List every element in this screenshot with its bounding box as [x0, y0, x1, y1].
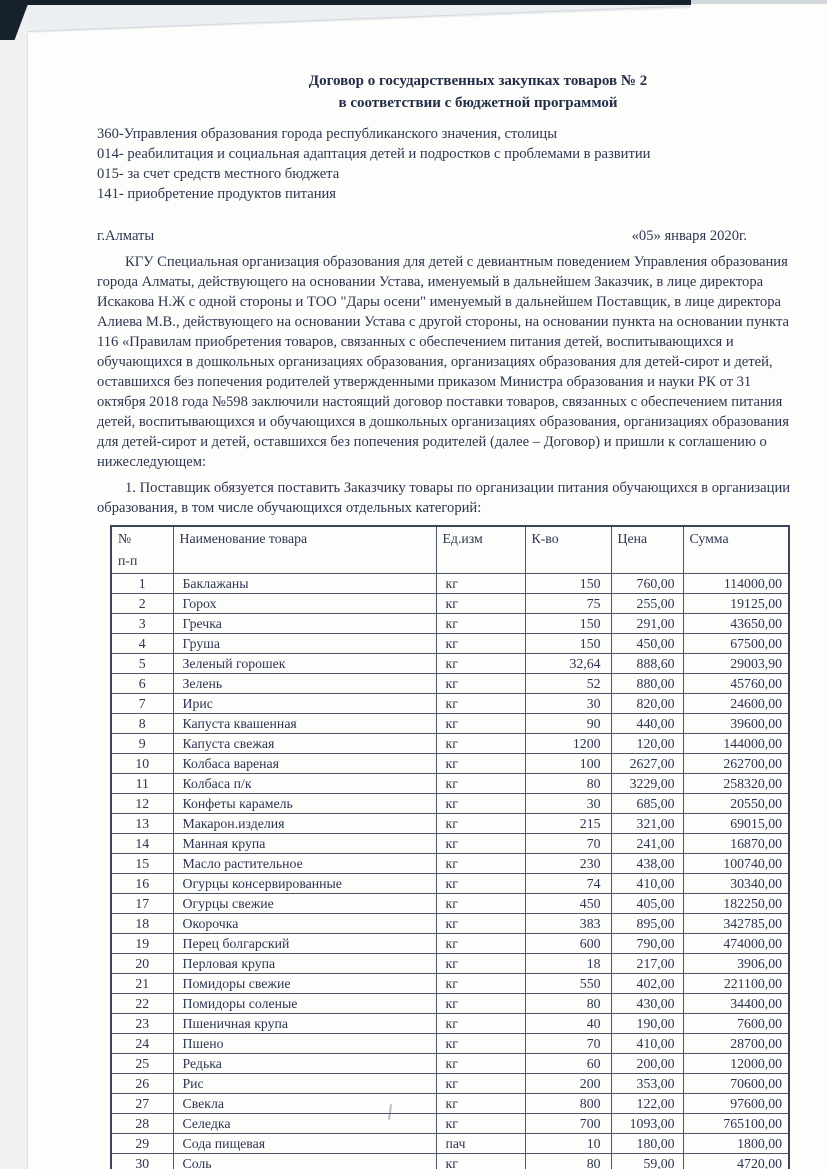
sum-cell: 43650,00 — [683, 614, 789, 634]
row-number-cell: 2 — [111, 594, 173, 614]
item-name-cell: Конфеты карамель — [173, 794, 436, 814]
sum-cell: 114000,00 — [683, 574, 789, 594]
sum-cell: 4720,00 — [683, 1154, 789, 1169]
item-name-cell: Груша — [173, 634, 436, 654]
row-number-cell: 5 — [111, 654, 173, 674]
table-row — [111, 754, 789, 774]
item-name-cell: Пшеничная крупа — [173, 1014, 436, 1034]
item-name-cell: Горох — [173, 594, 436, 614]
item-name-cell: Манная крупа — [173, 834, 436, 854]
unit-cell: кг — [436, 934, 525, 954]
unit-cell: кг — [436, 974, 525, 994]
scan-top-black-bar — [0, 0, 691, 5]
quantity-cell: 150 — [525, 574, 611, 594]
sum-cell: 262700,00 — [683, 754, 789, 774]
table-row — [111, 994, 789, 1014]
item-name-cell: Помидоры свежие — [173, 974, 436, 994]
header-row — [111, 526, 789, 574]
sum-cell: 97600,00 — [683, 1094, 789, 1114]
price-cell: 200,00 — [611, 1054, 683, 1074]
sum-cell: 20550,00 — [683, 794, 789, 814]
table-row — [111, 934, 789, 954]
price-cell: 122,00 — [611, 1094, 683, 1114]
row-number-cell: 15 — [111, 854, 173, 874]
quantity-cell: 215 — [525, 814, 611, 834]
quantity-cell: 74 — [525, 874, 611, 894]
row-number-cell: 18 — [111, 914, 173, 934]
city-date-row — [97, 226, 803, 246]
quantity-cell: 383 — [525, 914, 611, 934]
unit-cell: кг — [436, 1154, 525, 1169]
unit-cell: кг — [436, 994, 525, 1014]
quantity-cell: 70 — [525, 834, 611, 854]
item-name-cell: Сода пищевая — [173, 1134, 436, 1154]
item-name-cell: Свекла — [173, 1094, 436, 1114]
budget-program-list — [97, 124, 803, 204]
table-row — [111, 1014, 789, 1034]
row-number-cell: 28 — [111, 1114, 173, 1134]
item-name-cell: Окорочка — [173, 914, 436, 934]
price-cell: 450,00 — [611, 634, 683, 654]
item-name-cell: Помидоры соленые — [173, 994, 436, 1014]
program-line-141: 141- приобретение продуктов питания — [97, 186, 337, 202]
col-header-sum: Сумма — [683, 526, 789, 574]
unit-cell: кг — [436, 754, 525, 774]
unit-cell: кг — [436, 854, 525, 874]
unit-cell: кг — [436, 1094, 525, 1114]
unit-cell: кг — [436, 1034, 525, 1054]
sum-cell: 1800,00 — [683, 1134, 789, 1154]
clause-1: 1. Поставщик обязуется поставить Заказчику товары по организации питания обучающихся в организации образования, в том числе обучающихся отдельных категорий: — [97, 480, 791, 516]
col-header-qty: К-во — [525, 526, 611, 574]
sum-cell: 144000,00 — [683, 734, 789, 754]
price-cell: 3229,00 — [611, 774, 683, 794]
sum-cell: 28700,00 — [683, 1034, 789, 1054]
unit-cell: кг — [436, 614, 525, 634]
table-row — [111, 654, 789, 674]
row-number-cell: 3 — [111, 614, 173, 634]
col-header-price: Цена — [611, 526, 683, 574]
unit-cell: кг — [436, 794, 525, 814]
document-title: Договор о государственных закупках товаров № 2 — [308, 73, 648, 89]
sum-cell: 100740,00 — [683, 854, 789, 874]
sum-cell: 45760,00 — [683, 674, 789, 694]
table-row — [111, 674, 789, 694]
item-name-cell: Масло растительное — [173, 854, 436, 874]
price-cell: 291,00 — [611, 614, 683, 634]
row-number-cell: 19 — [111, 934, 173, 954]
row-number-cell: 6 — [111, 674, 173, 694]
sum-cell: 30340,00 — [683, 874, 789, 894]
quantity-cell: 40 — [525, 1014, 611, 1034]
price-cell: 888,60 — [611, 654, 683, 674]
item-name-cell: Колбаса вареная — [173, 754, 436, 774]
unit-cell: кг — [436, 654, 525, 674]
price-cell: 353,00 — [611, 1074, 683, 1094]
item-name-cell: Перловая крупа — [173, 954, 436, 974]
row-number-cell: 23 — [111, 1014, 173, 1034]
table-row — [111, 1134, 789, 1154]
item-name-cell: Огурцы консервированные — [173, 874, 436, 894]
price-cell: 410,00 — [611, 1034, 683, 1054]
price-cell: 820,00 — [611, 694, 683, 714]
unit-cell: кг — [436, 1114, 525, 1134]
document-subtitle: в соответствии с бюджетной программой — [338, 95, 618, 111]
table-row — [111, 1054, 789, 1074]
quantity-cell: 52 — [525, 674, 611, 694]
price-cell: 402,00 — [611, 974, 683, 994]
quantity-cell: 230 — [525, 854, 611, 874]
goods-table-header — [111, 526, 789, 574]
item-name-cell: Ирис — [173, 694, 436, 714]
sum-cell: 258320,00 — [683, 774, 789, 794]
quantity-cell: 32,64 — [525, 654, 611, 674]
unit-cell: пач — [436, 1134, 525, 1154]
quantity-cell: 450 — [525, 894, 611, 914]
item-name-cell: Перец болгарский — [173, 934, 436, 954]
row-number-cell: 4 — [111, 634, 173, 654]
unit-cell: кг — [436, 574, 525, 594]
price-cell: 255,00 — [611, 594, 683, 614]
city-label: г.Алматы — [97, 228, 155, 244]
table-row — [111, 574, 789, 594]
price-cell: 120,00 — [611, 734, 683, 754]
row-number-cell: 10 — [111, 754, 173, 774]
program-line-360: 360-Управления образования города республиканского значения, столицы — [97, 126, 558, 142]
price-cell: 190,00 — [611, 1014, 683, 1034]
quantity-cell: 800 — [525, 1094, 611, 1114]
quantity-cell: 80 — [525, 1154, 611, 1169]
item-name-cell: Огурцы свежие — [173, 894, 436, 914]
table-row — [111, 1154, 789, 1169]
row-number-cell: 12 — [111, 794, 173, 814]
sum-cell: 221100,00 — [683, 974, 789, 994]
table-row — [111, 1114, 789, 1134]
col-header-unit: Ед.изм — [436, 526, 525, 574]
price-cell: 790,00 — [611, 934, 683, 954]
table-row — [111, 1034, 789, 1054]
unit-cell: кг — [436, 834, 525, 854]
item-name-cell: Селедка — [173, 1114, 436, 1134]
unit-cell: кг — [436, 694, 525, 714]
price-cell: 2627,00 — [611, 754, 683, 774]
quantity-cell: 150 — [525, 614, 611, 634]
goods-table — [110, 525, 790, 1169]
price-cell: 410,00 — [611, 874, 683, 894]
row-number-cell: 21 — [111, 974, 173, 994]
quantity-cell: 70 — [525, 1034, 611, 1054]
sum-cell: 19125,00 — [683, 594, 789, 614]
row-number-cell: 25 — [111, 1054, 173, 1074]
unit-cell: кг — [436, 814, 525, 834]
table-row — [111, 1074, 789, 1094]
table-row — [111, 694, 789, 714]
quantity-cell: 600 — [525, 934, 611, 954]
price-cell: 180,00 — [611, 1134, 683, 1154]
row-number-cell: 24 — [111, 1034, 173, 1054]
price-cell: 880,00 — [611, 674, 683, 694]
table-row — [111, 954, 789, 974]
table-row — [111, 734, 789, 754]
table-row — [111, 914, 789, 934]
row-number-cell: 8 — [111, 714, 173, 734]
unit-cell: кг — [436, 734, 525, 754]
item-name-cell: Капуста квашенная — [173, 714, 436, 734]
item-name-cell: Капуста свежая — [173, 734, 436, 754]
item-name-cell: Гречка — [173, 614, 436, 634]
quantity-cell: 150 — [525, 634, 611, 654]
unit-cell: кг — [436, 1014, 525, 1034]
sum-cell: 342785,00 — [683, 914, 789, 934]
price-cell: 895,00 — [611, 914, 683, 934]
sum-cell: 3906,00 — [683, 954, 789, 974]
sum-cell: 34400,00 — [683, 994, 789, 1014]
unit-cell: кг — [436, 774, 525, 794]
sum-cell: 12000,00 — [683, 1054, 789, 1074]
goods-table-body — [111, 574, 789, 1169]
quantity-cell: 80 — [525, 774, 611, 794]
unit-cell: кг — [436, 714, 525, 734]
table-row — [111, 894, 789, 914]
col-header-name: Наименование товара — [173, 526, 436, 574]
row-number-cell: 22 — [111, 994, 173, 1014]
quantity-cell: 10 — [525, 1134, 611, 1154]
item-name-cell: Рис — [173, 1074, 436, 1094]
sum-cell: 16870,00 — [683, 834, 789, 854]
paper-left-edge-line — [27, 30, 28, 1169]
row-number-cell: 1 — [111, 574, 173, 594]
row-number-cell: 26 — [111, 1074, 173, 1094]
date-label: «05» января 2020г. — [631, 228, 747, 244]
table-row — [111, 634, 789, 654]
item-name-cell: Колбаса п/к — [173, 774, 436, 794]
sum-cell: 765100,00 — [683, 1114, 789, 1134]
table-row — [111, 814, 789, 834]
row-number-cell: 11 — [111, 774, 173, 794]
unit-cell: кг — [436, 594, 525, 614]
item-name-cell: Зелень — [173, 674, 436, 694]
scan-top-gray-strip — [691, 0, 827, 4]
price-cell: 405,00 — [611, 894, 683, 914]
table-row — [111, 874, 789, 894]
quantity-cell: 75 — [525, 594, 611, 614]
table-row — [111, 1094, 789, 1114]
col-header-number-top: № — [118, 531, 132, 546]
quantity-cell: 90 — [525, 714, 611, 734]
sum-cell: 70600,00 — [683, 1074, 789, 1094]
item-name-cell: Пшено — [173, 1034, 436, 1054]
unit-cell: кг — [436, 1074, 525, 1094]
row-number-cell: 20 — [111, 954, 173, 974]
price-cell: 440,00 — [611, 714, 683, 734]
col-header-number-bottom: п-п — [118, 553, 138, 568]
table-row — [111, 834, 789, 854]
col-header-number — [111, 526, 173, 574]
row-number-cell: 29 — [111, 1134, 173, 1154]
price-cell: 760,00 — [611, 574, 683, 594]
price-cell: 685,00 — [611, 794, 683, 814]
unit-cell: кг — [436, 894, 525, 914]
table-row — [111, 974, 789, 994]
row-number-cell: 9 — [111, 734, 173, 754]
sum-cell: 182250,00 — [683, 894, 789, 914]
unit-cell: кг — [436, 874, 525, 894]
sum-cell: 29003,90 — [683, 654, 789, 674]
program-line-014: 014- реабилитация и социальная адаптация детей и подростков с проблемами в развитии — [97, 146, 651, 162]
row-number-cell: 30 — [111, 1154, 173, 1169]
sum-cell: 24600,00 — [683, 694, 789, 714]
quantity-cell: 1200 — [525, 734, 611, 754]
unit-cell: кг — [436, 914, 525, 934]
item-name-cell: Зеленый горошек — [173, 654, 436, 674]
quantity-cell: 100 — [525, 754, 611, 774]
price-cell: 438,00 — [611, 854, 683, 874]
scan-left-edge — [0, 4, 27, 1169]
unit-cell: кг — [436, 634, 525, 654]
item-name-cell: Баклажаны — [173, 574, 436, 594]
unit-cell: кг — [436, 1054, 525, 1074]
table-row — [111, 614, 789, 634]
quantity-cell: 60 — [525, 1054, 611, 1074]
sum-cell: 7600,00 — [683, 1014, 789, 1034]
price-cell: 1093,00 — [611, 1114, 683, 1134]
table-row — [111, 854, 789, 874]
sum-cell: 39600,00 — [683, 714, 789, 734]
price-cell: 430,00 — [611, 994, 683, 1014]
unit-cell: кг — [436, 954, 525, 974]
row-number-cell: 27 — [111, 1094, 173, 1114]
quantity-cell: 30 — [525, 794, 611, 814]
quantity-cell: 80 — [525, 994, 611, 1014]
sum-cell: 69015,00 — [683, 814, 789, 834]
table-row — [111, 774, 789, 794]
price-cell: 217,00 — [611, 954, 683, 974]
table-row — [111, 794, 789, 814]
sum-cell: 67500,00 — [683, 634, 789, 654]
contract-preamble: КГУ Специальная организация образования для детей с девиантным поведением Управления образования города Алматы, действующего на основании Устава, именуемый в дальнейшем Заказчик, в лице директора Искакова Н.Ж с одной стороны и ТОО "Дары осени" именуемый в дальнейшем Поставщик, в лице директора Алиева М.В., действующего на основании Устава с другой стороны, на основании пункта на основании пункта 116 «Правилам приобретения товаров, связанных с обеспечением питания детей, воспитывающихся и обучающихся в дошкольных организациях образования, организациях образования для детей-сирот и детей, оставшихся без попечения родителей утвержденными приказом Министра образования и науки РК от 31 октября 2018 года №598 заключили настоящий договор поставки товаров, связанных с обеспечением питания детей, воспитывающихся и обучающихся в дошкольных организациях образования, организациях образования для детей-сирот и детей, оставшихся без попечения родителей (далее – Договор) и пришли к соглашению о нижеследующем: — [97, 254, 790, 470]
item-name-cell: Макарон.изделия — [173, 814, 436, 834]
quantity-cell: 700 — [525, 1114, 611, 1134]
sum-cell: 474000,00 — [683, 934, 789, 954]
program-line-015: 015- за счет средств местного бюджета — [97, 166, 340, 182]
unit-cell: кг — [436, 674, 525, 694]
quantity-cell: 30 — [525, 694, 611, 714]
table-row — [111, 714, 789, 734]
row-number-cell: 17 — [111, 894, 173, 914]
price-cell: 59,00 — [611, 1154, 683, 1169]
item-name-cell: Редька — [173, 1054, 436, 1074]
quantity-cell: 550 — [525, 974, 611, 994]
row-number-cell: 13 — [111, 814, 173, 834]
document-content — [97, 70, 803, 1169]
row-number-cell: 16 — [111, 874, 173, 894]
quantity-cell: 18 — [525, 954, 611, 974]
row-number-cell: 14 — [111, 834, 173, 854]
price-cell: 321,00 — [611, 814, 683, 834]
row-number-cell: 7 — [111, 694, 173, 714]
table-row — [111, 594, 789, 614]
item-name-cell: Соль — [173, 1154, 436, 1169]
quantity-cell: 200 — [525, 1074, 611, 1094]
price-cell: 241,00 — [611, 834, 683, 854]
